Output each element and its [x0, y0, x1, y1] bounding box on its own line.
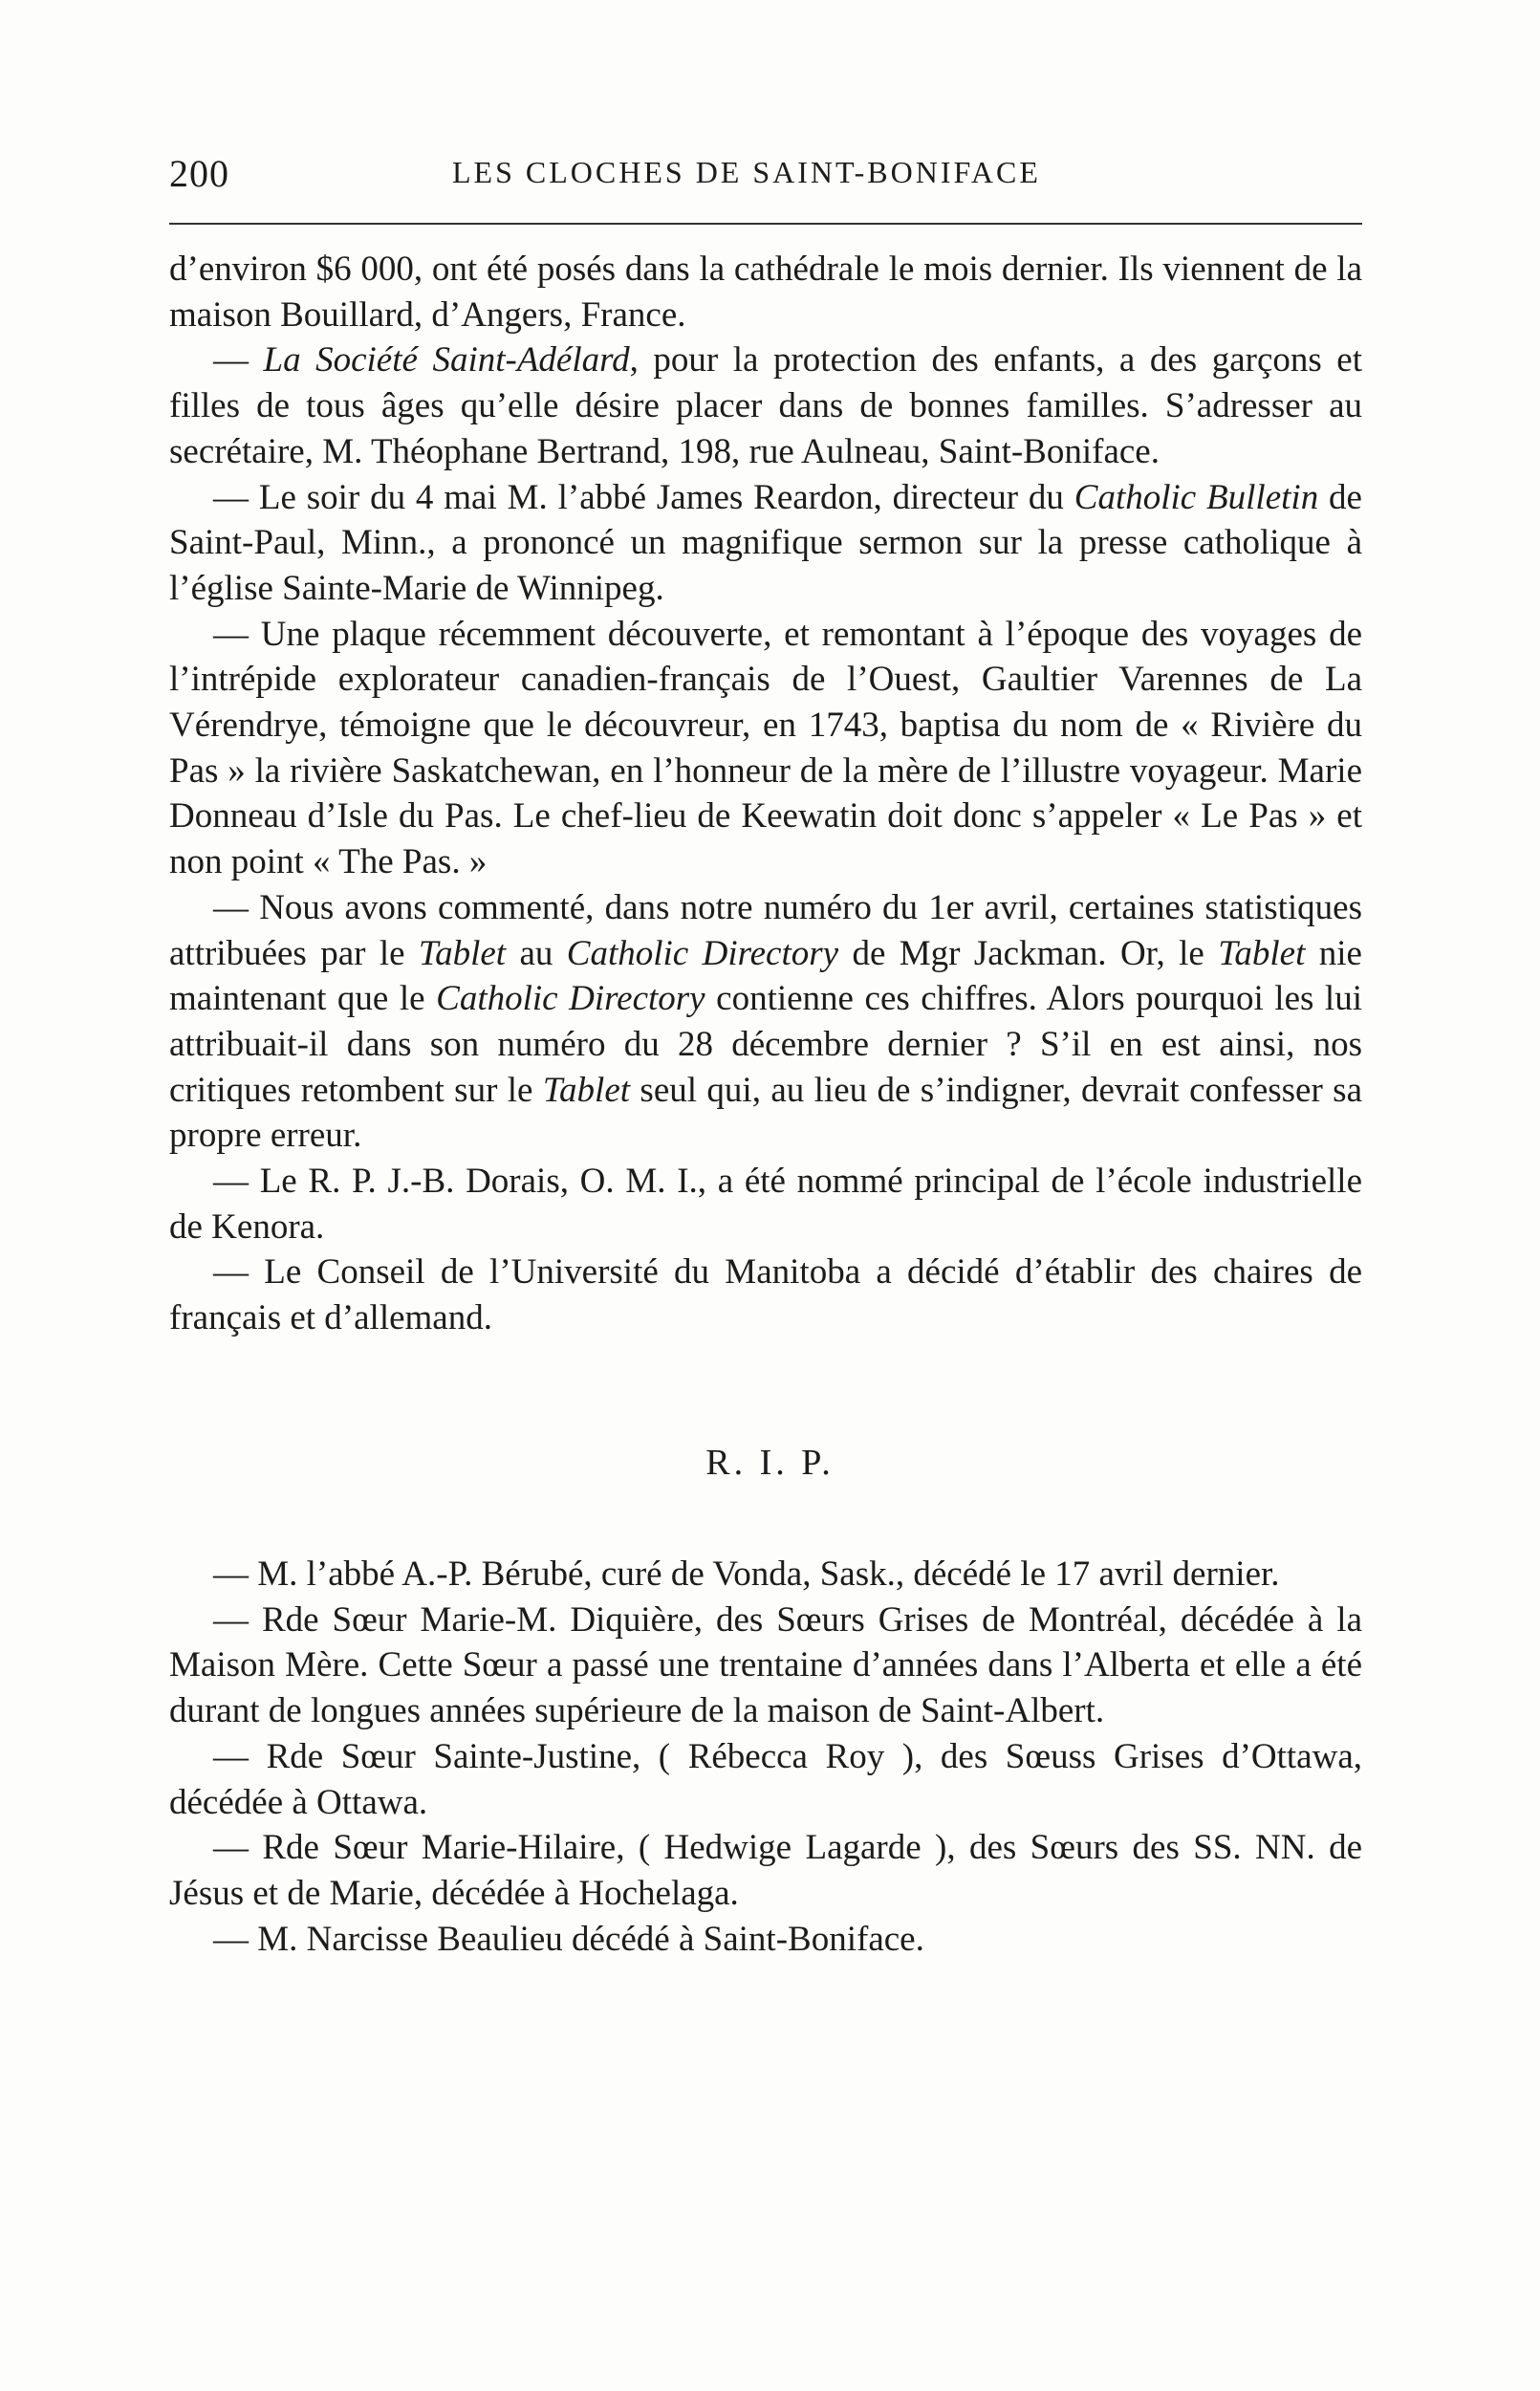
text-run: contienne ces chiffres. Alors pourquoi les lui attribuait-il dans son numéro du 28 décembre dernier ? S’il en est ainsi, nos critiques retombent sur le — [169, 979, 1362, 1110]
news-section — [169, 247, 1362, 1341]
obituary-paragraph: — Rde Sœur Marie-M. Diquière, des Sœurs Grises de Montréal, décédée à la Maison Mère. Cette Sœur a passé une trentaine d’années dans l’Alberta et elle a été durant de longues années supérieure de la maison de Saint-Albert. — [169, 1599, 1362, 1731]
text-run: — Nous avons commenté, dans notre numéro du 1er avril, certaines statistiques attribuées par le — [169, 887, 1362, 973]
text-run: — Le Conseil de l’Université du Manitoba a décidé d’établir des chaires de français et d’allemand. — [169, 1252, 1362, 1338]
page-number: 200 — [169, 152, 229, 195]
text-run: — — [213, 340, 264, 380]
text-run: — Une plaque récemment découverte, et remontant à l’époque des voyages de l’intrépide explorateur canadien-français de l’Ouest, Gaultier Varennes de La Vérendrye, témoigne que le découvreur, en 1743, baptisa du nom de « Rivière du Pas » la rivière Saskatchewan, en l’honneur de la mère de l’illustre voyageur. Marie Donneau d’Isle du Pas. Le chef-lieu de Keewatin doit donc s’appeler « Le Pas » et non point « The Pas. » — [169, 614, 1362, 882]
text-run: , pour la protection des enfants, a des garçons et filles de tous âges qu’elle désire placer dans de bonnes familles. S’adresser au secrétaire, M. Théophane Bertrand, 198, rue Aulneau, Saint-Boniface. — [169, 340, 1362, 471]
text-run: d’environ $6 000, ont été posés dans la cathédrale le mois dernier. Ils viennent de la maison Bouillard, d’Angers, France. — [169, 250, 1362, 335]
italic-title: Catholic Bulletin — [1074, 477, 1319, 517]
running-title: LES CLOCHES DE SAINT-BONIFACE — [452, 155, 1041, 189]
italic-title: Catholic Directory — [566, 933, 839, 973]
rip-heading: R. I. P. — [705, 1443, 835, 1483]
text-run: de Saint-Paul, Minn., a prononcé un magnifique sermon sur la presse catholique à l’église Sainte-Marie de Winnipeg. — [169, 477, 1362, 608]
text-run: nie maintenant que le — [169, 933, 1362, 1019]
news-paragraph — [169, 885, 1362, 1159]
news-paragraph — [169, 1250, 1362, 1340]
text-run: au — [506, 933, 567, 973]
news-paragraph — [169, 475, 1362, 612]
italic-title: Tablet — [1218, 933, 1306, 973]
italic-title: Catholic Directory — [436, 979, 705, 1019]
obituary-section — [169, 1552, 1362, 1962]
obituary-paragraph: — M. l’abbé A.-P. Bérubé, curé de Vonda, Sask., décédé le 17 avril dernier. — [213, 1554, 1280, 1594]
obituary-paragraph: — Rde Sœur Sainte-Justine, ( Rébecca Roy ), des Sœuss Grises d’Ottawa, décédée à Ottawa. — [169, 1736, 1362, 1822]
obituary-paragraph: — Rde Sœur Marie-Hilaire, ( Hedwige Lagarde ), des Sœurs des SS. NN. de Jésus et de Marie, décédée à Hochelaga. — [169, 1828, 1362, 1913]
header-rule — [169, 223, 1362, 225]
italic-title: La Société Saint-Adélard — [263, 340, 630, 380]
text-run: seul qui, au lieu de s’indigner, devrait confesser sa propre erreur. — [169, 1070, 1362, 1156]
news-paragraph — [169, 612, 1362, 885]
obituary-paragraph: — M. Narcisse Beaulieu décédé à Saint-Boniface. — [213, 1919, 924, 1959]
text-run: — Le R. P. J.-B. Dorais, O. M. I., a été nommé principal de l’école industrielle de Kenora. — [169, 1162, 1362, 1247]
news-paragraph — [169, 1159, 1362, 1250]
text-run: — Le soir du 4 mai M. l’abbé James Reardon, directeur du — [213, 477, 1074, 517]
news-paragraph — [169, 337, 1362, 474]
italic-title: Tablet — [542, 1070, 631, 1110]
text-run: de Mgr Jackman. Or, le — [838, 933, 1219, 973]
italic-title: Tablet — [418, 933, 507, 973]
news-paragraph — [169, 247, 1362, 337]
page-header — [169, 151, 1362, 208]
